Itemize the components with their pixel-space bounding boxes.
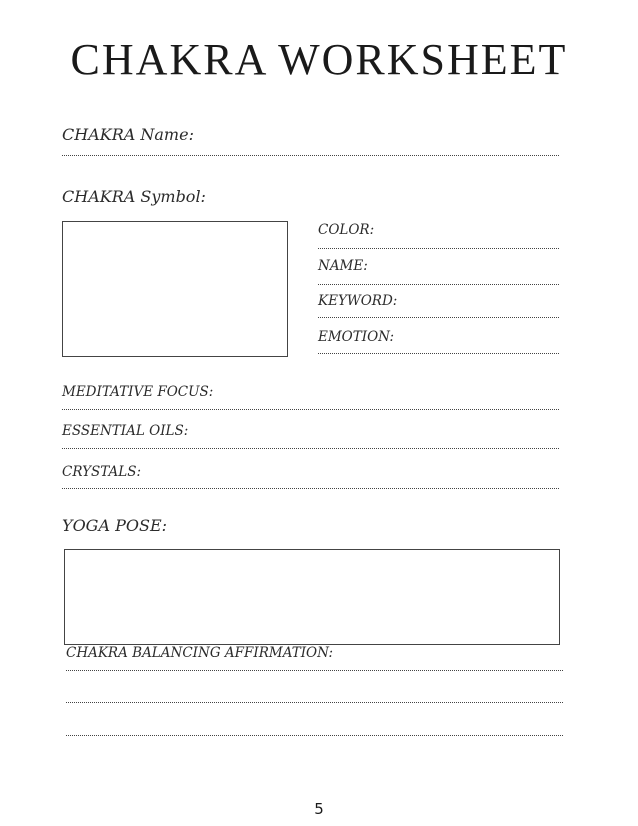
crystals-line[interactable] [62, 488, 559, 489]
keyword-line[interactable] [318, 317, 559, 318]
chakra-name-line[interactable] [62, 155, 559, 156]
page-title: CHAKRA WORKSHEET [70, 35, 568, 84]
chakra-symbol-box[interactable] [62, 221, 288, 357]
chakra-name-label: CHAKRA Name: [62, 125, 194, 144]
affirmation-line-2[interactable] [66, 702, 563, 703]
page-number: 5 [314, 800, 324, 818]
yoga-pose-label: YOGA POSE: [62, 516, 168, 535]
color-line[interactable] [318, 248, 559, 249]
essential-oils-label: ESSENTIAL OILS: [62, 423, 189, 439]
affirmation-line-1[interactable] [66, 670, 563, 671]
color-label: COLOR: [318, 222, 375, 238]
meditative-focus-label: MEDITATIVE FOCUS: [62, 384, 214, 400]
affirmation-label: CHAKRA BALANCING AFFIRMATION: [66, 645, 333, 661]
name-label: NAME: [318, 258, 368, 274]
meditative-focus-line[interactable] [62, 409, 559, 410]
keyword-label: KEYWORD: [318, 293, 398, 309]
essential-oils-line[interactable] [62, 448, 559, 449]
crystals-label: CRYSTALS: [62, 464, 142, 480]
chakra-symbol-label: CHAKRA Symbol: [62, 187, 206, 206]
yoga-pose-box[interactable] [64, 549, 560, 645]
emotion-line[interactable] [318, 353, 559, 354]
affirmation-line-3[interactable] [66, 735, 563, 736]
name-line[interactable] [318, 284, 559, 285]
emotion-label: EMOTION: [318, 329, 395, 345]
